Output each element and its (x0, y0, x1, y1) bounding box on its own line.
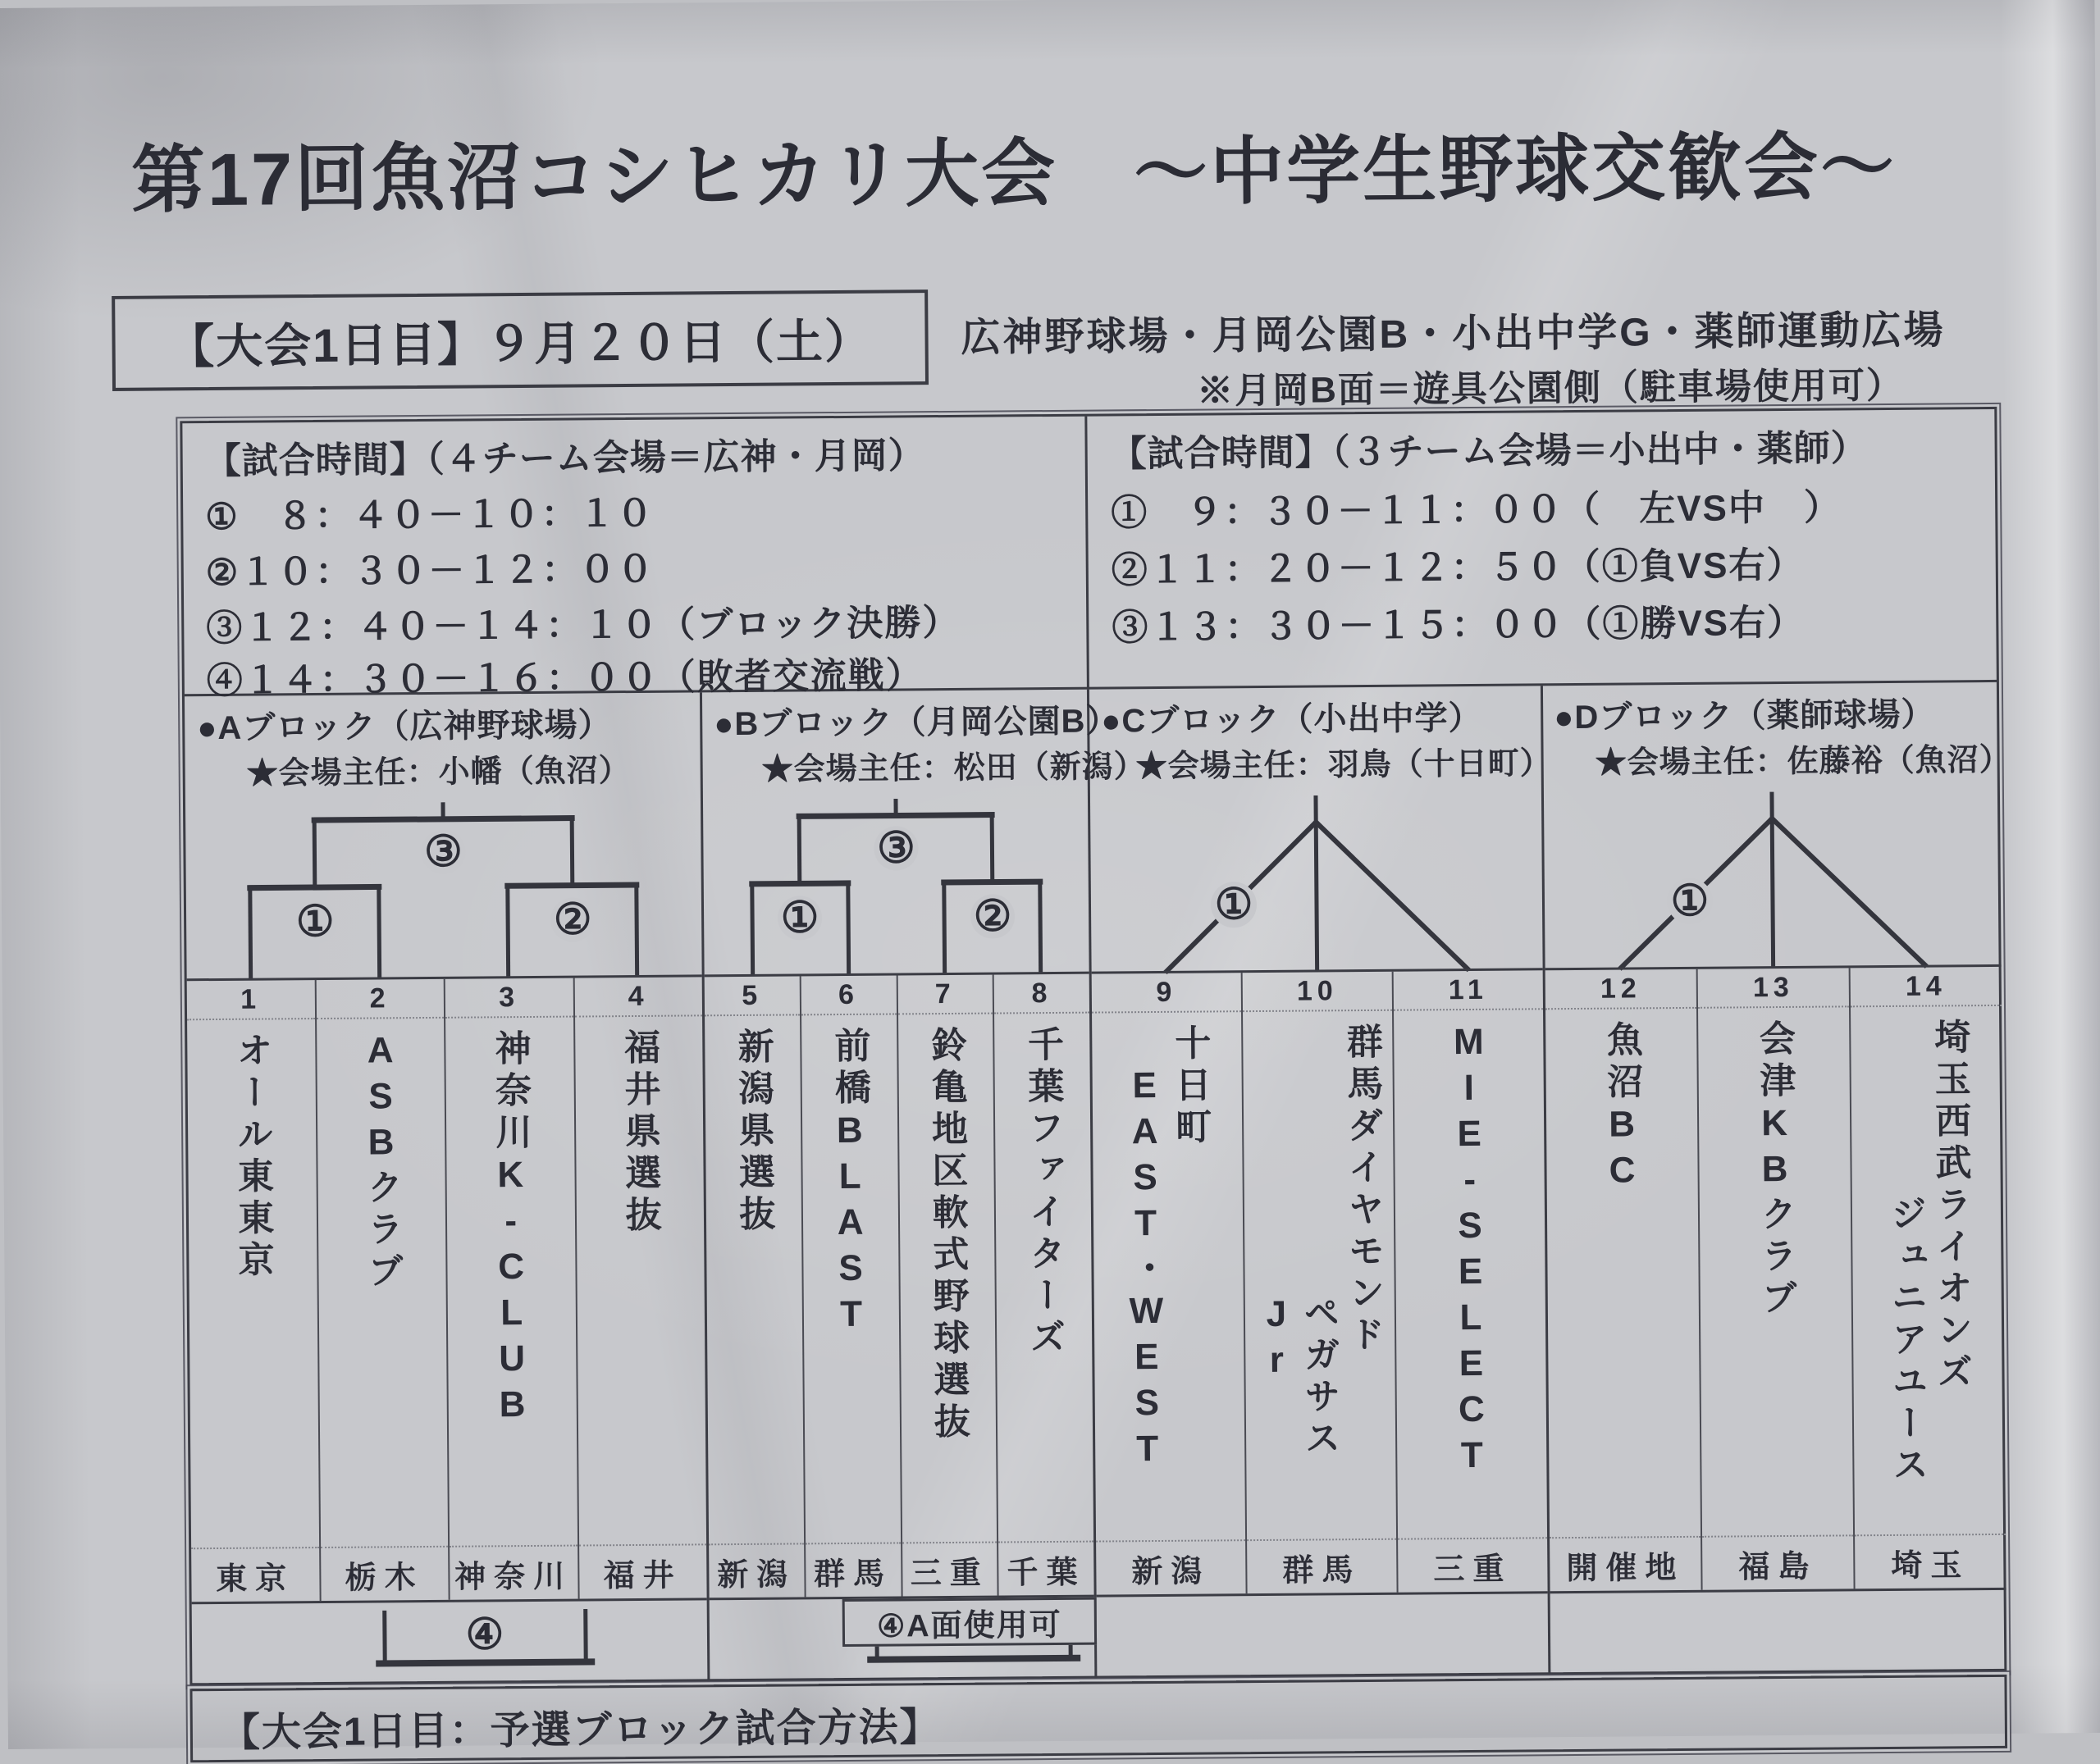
team-grid-a (187, 974, 707, 1604)
team-number: 7 (897, 975, 993, 1015)
team-name: 神奈川K-CLUB (445, 1018, 578, 1547)
bracket-diagram-d (1544, 792, 2002, 968)
team-column (1545, 969, 1701, 1591)
bracket-diagram-b (703, 800, 1089, 975)
team-column (799, 975, 901, 1597)
team-column (1241, 972, 1397, 1593)
block-c-manager: ★会場主任：羽鳥（十日町） (1135, 737, 1551, 786)
team-name: MIE-SELECT (1394, 1010, 1547, 1539)
match-label-final: ③ (424, 828, 463, 876)
schedule-divider-line (1084, 417, 1089, 688)
team-prefecture: 群馬 (806, 1543, 901, 1597)
team-number: 5 (705, 976, 800, 1016)
bracket-diagram-c (1090, 795, 1543, 971)
consolation-label-b-box (842, 1598, 1097, 1647)
bracket-diagram-a (185, 802, 702, 978)
team-prefecture: 新潟 (1096, 1541, 1245, 1594)
day-date-box (112, 289, 929, 391)
team-prefecture: 東京 (191, 1548, 319, 1602)
team-grid-b (705, 972, 1094, 1601)
schedule-heading-4team: 【試合時間】（４チーム会場＝広神・月岡） (204, 426, 924, 484)
team-column (573, 977, 706, 1598)
schedule-line: ① ９：３０－１１：００（ 左VS中 ） (1111, 477, 1842, 536)
team-column (444, 978, 578, 1600)
block-a-manager: ★会場主任：小幡（魚沼） (246, 745, 630, 793)
team-grid-d (1545, 964, 2006, 1593)
team-number: 2 (316, 979, 444, 1019)
page-title: 第17回魚沼コシヒカリ大会 ～中学生野球交歓会～ (130, 107, 1897, 227)
team-number: 1 (187, 980, 315, 1020)
team-number: 9 (1092, 973, 1241, 1013)
team-name: 十日町 EAST・WEST (1092, 1012, 1245, 1542)
team-prefecture: 神奈川 (450, 1547, 578, 1600)
team-name: 福井県選抜 (575, 1016, 707, 1546)
schedule-line: ②１１：２０－１２：５０（①負VS右） (1112, 536, 1805, 594)
venue-list: 広神野球場・月岡公園B・小出中学G・薬師運動広場 (961, 298, 1946, 362)
team-name: 前橋BLAST (801, 1014, 901, 1544)
match-label-2: ② (554, 896, 592, 943)
team-name: ASBクラブ (317, 1019, 449, 1548)
footer-box (189, 1675, 2007, 1762)
team-column (1092, 973, 1246, 1594)
team-prefecture: 福島 (1702, 1536, 1853, 1589)
team-column (187, 980, 319, 1602)
team-column (1696, 968, 1854, 1589)
schedule-line: ③１２：４０－１４：１０（ブロック決勝） (206, 593, 961, 651)
team-prefecture: 群馬 (1247, 1540, 1396, 1593)
block-c-title: ●Cブロック（小出中学） (1101, 692, 1482, 742)
team-column (896, 975, 998, 1597)
team-number: 10 (1243, 972, 1392, 1012)
team-name: 千葉ファイターズ (994, 1014, 1093, 1543)
team-name: 会津KBクラブ (1698, 1007, 1853, 1537)
match-label-1: ① (296, 898, 335, 946)
day-date-label: 【大会1日目】９月２０日（土） (167, 304, 873, 377)
team-prefecture: 開催地 (1550, 1538, 1701, 1591)
footer-title: 【大会1日目：予選ブロック試合方法】 (221, 1695, 941, 1757)
match-label-2: ② (974, 892, 1012, 940)
team-prefecture: 三重 (1398, 1538, 1547, 1592)
team-name: 魚沼BC (1545, 1009, 1701, 1538)
team-name: 鈴亀地区軟式野球選抜 (898, 1014, 998, 1544)
venue-note: ※月岡B面＝遊具公園側（駐車場使用可） (1197, 356, 1904, 414)
schedule-line: ① ８：４０－１０：１０ (205, 484, 655, 540)
team-number: 8 (994, 974, 1089, 1014)
team-name: オール東東京 (187, 1019, 319, 1549)
team-number: 14 (1851, 967, 2002, 1007)
team-column (1392, 970, 1548, 1592)
block-b-title: ●Bブロック（月岡公園B） (714, 695, 1120, 745)
team-prefecture: 栃木 (321, 1547, 449, 1601)
block-d-manager: ★会場主任：佐藤裕（魚沼） (1595, 734, 2011, 782)
block-d-title: ●Dブロック（薬師球場） (1554, 689, 1935, 739)
team-name: 群馬ダイヤモンド ペガサスJr (1243, 1011, 1396, 1541)
team-name: 埼玉西武ライオンズ ジュニアユース (1851, 1006, 2006, 1536)
team-number: 12 (1545, 969, 1696, 1010)
team-column (705, 976, 805, 1598)
match-label-1: ① (1670, 877, 1709, 925)
team-prefecture: 埼玉 (1855, 1535, 2006, 1589)
schedule-line: ④１４：３０－１６：００（敗者交流戦） (207, 645, 924, 704)
match-label-final: ③ (877, 824, 915, 872)
team-column (1849, 967, 2006, 1589)
team-number: 11 (1394, 970, 1543, 1010)
schedule-line: ③１３：３０－１５：００（①勝VS右） (1112, 593, 1805, 651)
team-prefecture: 福井 (579, 1545, 707, 1598)
team-column (993, 974, 1094, 1596)
schedule-line: ②１０：３０－１２：００ (205, 540, 655, 595)
team-prefecture: 三重 (902, 1543, 998, 1597)
team-prefecture: 新潟 (709, 1544, 804, 1598)
team-grid-c (1092, 968, 1548, 1597)
team-number: 13 (1698, 968, 1849, 1008)
match-label-1: ① (1214, 881, 1253, 928)
block-b-manager: ★会場主任：松田（新潟） (761, 741, 1145, 789)
schedule-heading-3team: 【試合時間】（３チーム会場＝小出中・薬師） (1110, 418, 1867, 476)
team-prefecture: 千葉 (998, 1543, 1093, 1596)
consolation-label-a: ④ (465, 1611, 504, 1658)
team-number: 4 (574, 977, 702, 1017)
team-column (314, 979, 448, 1601)
block-a-title: ●Aブロック（広神野球場） (197, 699, 612, 749)
consolation-label-b: ④A面使用可 (877, 1598, 1062, 1645)
match-label-1: ① (781, 894, 819, 941)
team-number: 6 (801, 975, 896, 1015)
consolation-bracket-a (192, 1607, 708, 1683)
team-number: 3 (445, 978, 573, 1019)
team-name: 新潟県選抜 (705, 1015, 804, 1545)
